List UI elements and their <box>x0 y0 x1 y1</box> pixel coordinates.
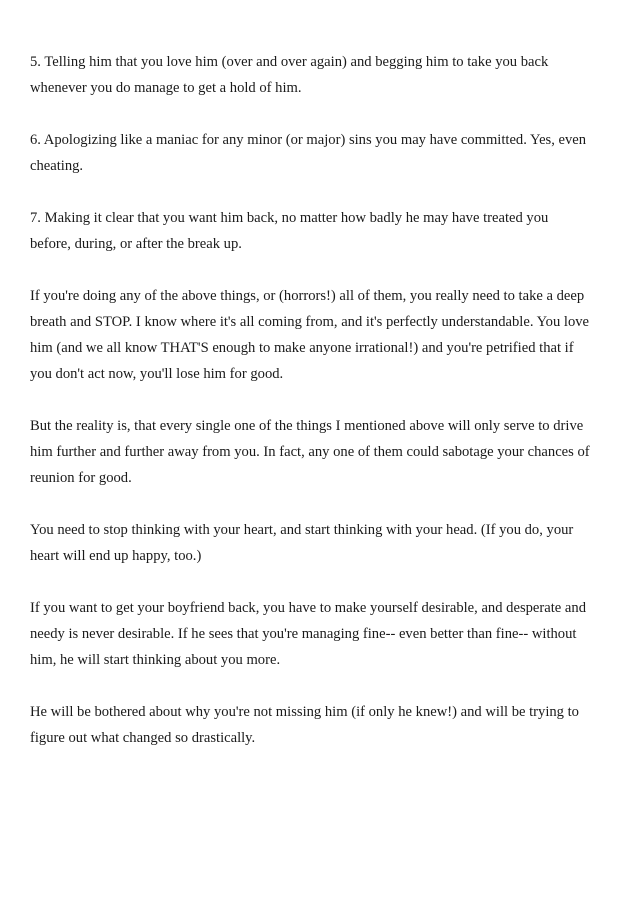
paragraph-reality: But the reality is, that every single one of the things I mentioned above will only serve to drive him further and further away from you. In fact, any one of them could sabotage your chances of reunion for good. <box>30 418 590 486</box>
paragraph-item-6: 6. Apologizing like a maniac for any minor (or major) sins you may have committed. Yes, even cheating. <box>30 132 587 174</box>
paragraph-bothered: He will be bothered about why you're not missing him (if only he knew!) and will be trying to figure out what changed so drastically. <box>30 704 579 746</box>
paragraph-desirable: If you want to get your boyfriend back, you have to make yourself desirable, and desperate and needy is never desirable. If he sees that you're managing fine-- even better than fine-- without him, he will start thinking about you more. <box>30 600 586 668</box>
paragraph-stop-advice: If you're doing any of the above things, or (horrors!) all of them, you really need to take a deep breath and STOP. I know where it's all coming from, and it's perfectly understandable. You love him (and we all know THAT'S enough to make anyone irrational!) and you're petrified that if you don't act now, you'll lose him for good. <box>30 288 590 382</box>
paragraph-head-not-heart: You need to stop thinking with your heart, and start thinking with your head. (If you do, your heart will end up happy, too.) <box>30 522 574 564</box>
paragraph-item-5: 5. Telling him that you love him (over and over again) and begging him to take you back whenever you do manage to get a hold of him. <box>30 54 549 96</box>
paragraph-item-7: 7. Making it clear that you want him back, no matter how badly he may have treated you before, during, or after the break up. <box>30 210 549 252</box>
document-page <box>30 49 590 777</box>
